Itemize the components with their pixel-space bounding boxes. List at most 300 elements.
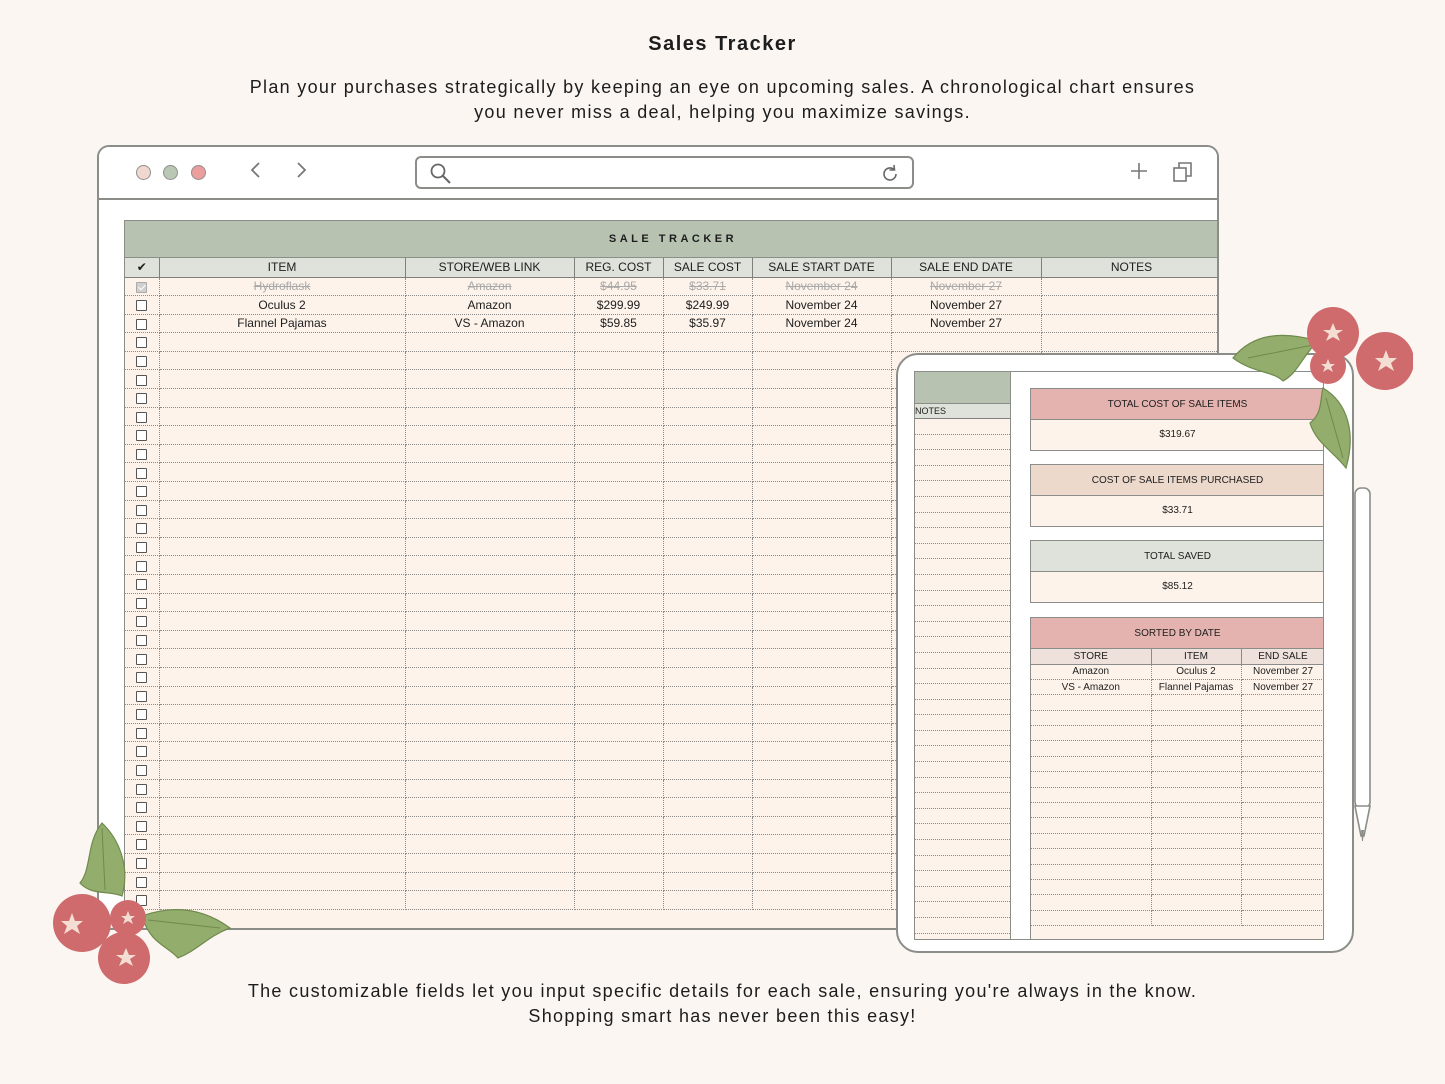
row-checkbox[interactable]	[136, 356, 147, 367]
sorted-row	[1031, 772, 1324, 787]
table-cell[interactable]	[752, 444, 891, 463]
table-cell[interactable]	[574, 612, 663, 631]
row-checkbox[interactable]	[136, 542, 147, 553]
sorted-cell	[1031, 910, 1151, 925]
table-cell[interactable]	[159, 779, 405, 798]
table-cell[interactable]: Oculus 2	[159, 296, 405, 315]
tablet-sheet-row	[915, 809, 1010, 825]
table-cell[interactable]	[752, 872, 891, 891]
row-checkbox-cell	[125, 537, 159, 556]
row-checkbox[interactable]	[136, 486, 147, 497]
table-cell[interactable]	[752, 593, 891, 612]
table-cell[interactable]	[159, 686, 405, 705]
table-cell[interactable]	[752, 500, 891, 519]
table-cell[interactable]	[663, 760, 752, 779]
table-cell[interactable]	[663, 370, 752, 389]
row-checkbox[interactable]	[136, 393, 147, 404]
table-cell[interactable]: VS - Amazon	[405, 314, 574, 333]
table-cell[interactable]	[574, 779, 663, 798]
row-checkbox[interactable]	[136, 337, 147, 348]
row-checkbox[interactable]	[136, 598, 147, 609]
table-cell[interactable]	[159, 463, 405, 482]
table-cell[interactable]	[405, 779, 574, 798]
table-cell[interactable]	[574, 426, 663, 445]
table-cell[interactable]	[159, 723, 405, 742]
table-cell[interactable]	[574, 891, 663, 910]
card-label: TOTAL SAVED	[1031, 541, 1324, 572]
table-cell[interactable]	[663, 407, 752, 426]
table-cell[interactable]	[405, 593, 574, 612]
table-cell[interactable]	[405, 426, 574, 445]
tablet-sheet-row	[915, 746, 1010, 762]
tabs-icon[interactable]	[1171, 159, 1195, 185]
tablet-sheet-row	[915, 840, 1010, 856]
sorted-cell	[1151, 803, 1241, 818]
table-cell[interactable]	[405, 835, 574, 854]
chevron-left-icon[interactable]	[246, 159, 266, 187]
sorted-row	[1031, 895, 1324, 910]
table-cell[interactable]	[663, 612, 752, 631]
table-cell[interactable]	[405, 798, 574, 817]
table-cell[interactable]	[663, 853, 752, 872]
table-cell[interactable]	[752, 556, 891, 575]
table-cell[interactable]	[405, 389, 574, 408]
table-cell[interactable]	[159, 649, 405, 668]
table-cell[interactable]	[663, 686, 752, 705]
table-cell[interactable]	[405, 686, 574, 705]
tablet-sheet-row	[915, 481, 1010, 497]
tablet-sheet-row	[915, 528, 1010, 544]
row-checkbox[interactable]	[136, 505, 147, 516]
col-header-item: ITEM	[159, 258, 405, 277]
table-cell[interactable]	[405, 444, 574, 463]
table-cell[interactable]: $249.99	[663, 296, 752, 315]
table-cell[interactable]	[663, 630, 752, 649]
table-cell[interactable]	[574, 351, 663, 370]
sorted-cell: November 27	[1241, 679, 1324, 694]
table-cell[interactable]	[405, 500, 574, 519]
table-cell[interactable]	[159, 500, 405, 519]
table-cell[interactable]	[405, 519, 574, 538]
table-cell[interactable]	[405, 537, 574, 556]
table-cell[interactable]	[752, 519, 891, 538]
tablet-sheet-header	[915, 372, 1010, 404]
row-checkbox-cell	[125, 444, 159, 463]
table-cell[interactable]	[752, 426, 891, 445]
table-cell[interactable]	[405, 705, 574, 724]
table-cell[interactable]	[663, 723, 752, 742]
table-cell[interactable]	[663, 444, 752, 463]
tablet-sheet-row	[915, 653, 1010, 669]
table-cell[interactable]	[405, 556, 574, 575]
table-cell[interactable]	[752, 816, 891, 835]
table-cell[interactable]	[574, 798, 663, 817]
table-cell[interactable]: November 24	[752, 314, 891, 333]
table-cell[interactable]	[405, 853, 574, 872]
sorted-cell	[1241, 910, 1324, 925]
table-cell[interactable]	[159, 556, 405, 575]
card-value[interactable]: $319.67	[1031, 420, 1324, 450]
footer-line-1: The customizable fields let you input specific details for each sale, ensuring you're always in the know.	[247, 981, 1198, 1001]
table-cell[interactable]	[405, 667, 574, 686]
row-checkbox[interactable]	[136, 430, 147, 441]
row-checkbox-cell	[125, 482, 159, 501]
table-cell[interactable]: November 27	[891, 296, 1041, 315]
row-checkbox-cell	[125, 463, 159, 482]
row-checkbox[interactable]	[136, 412, 147, 423]
row-checkbox-cell	[125, 277, 159, 296]
table-cell[interactable]	[159, 798, 405, 817]
row-checkbox[interactable]	[136, 635, 147, 646]
row-checkbox[interactable]	[136, 523, 147, 534]
table-cell[interactable]	[663, 575, 752, 594]
plus-icon[interactable]	[1128, 159, 1150, 183]
sorted-cell	[1151, 787, 1241, 802]
sorted-cell	[1151, 818, 1241, 833]
row-checkbox-cell	[125, 760, 159, 779]
card-value[interactable]: $85.12	[1031, 572, 1324, 602]
table-cell[interactable]: $299.99	[574, 296, 663, 315]
table-cell[interactable]	[405, 407, 574, 426]
table-cell[interactable]	[405, 760, 574, 779]
table-cell[interactable]	[159, 444, 405, 463]
page-subtitle	[200, 75, 1245, 125]
table-cell[interactable]	[574, 463, 663, 482]
table-cell[interactable]: $35.97	[663, 314, 752, 333]
row-checkbox-cell	[125, 389, 159, 408]
table-cell[interactable]	[574, 723, 663, 742]
table-cell[interactable]	[574, 389, 663, 408]
sorted-cell	[1241, 803, 1324, 818]
table-cell[interactable]	[663, 463, 752, 482]
table-cell[interactable]	[752, 760, 891, 779]
table-cell[interactable]	[405, 463, 574, 482]
window-close-dot[interactable]	[136, 165, 151, 180]
table-cell[interactable]	[663, 705, 752, 724]
table-cell[interactable]	[574, 853, 663, 872]
table-cell[interactable]	[663, 426, 752, 445]
row-checkbox[interactable]	[136, 579, 147, 590]
subtitle-line-1: Plan your purchases strategically by keeping an eye on upcoming sales. A chronological chart ensures	[249, 77, 1196, 97]
window-minimize-dot[interactable]	[163, 165, 178, 180]
row-checkbox[interactable]	[136, 802, 147, 813]
sorted-cell	[1031, 772, 1151, 787]
table-cell[interactable]	[752, 649, 891, 668]
row-checkbox-cell	[125, 723, 159, 742]
table-cell[interactable]: $59.85	[574, 314, 663, 333]
sorted-row	[1031, 803, 1324, 818]
table-cell[interactable]	[405, 482, 574, 501]
table-cell[interactable]	[752, 723, 891, 742]
row-checkbox[interactable]	[136, 468, 147, 479]
tablet-sheet-row	[915, 824, 1010, 840]
sorted-cell	[1151, 895, 1241, 910]
table-cell[interactable]	[574, 575, 663, 594]
table-cell[interactable]	[752, 351, 891, 370]
sorted-cell	[1151, 879, 1241, 894]
table-cell[interactable]	[159, 519, 405, 538]
table-cell[interactable]	[159, 705, 405, 724]
table-cell[interactable]	[159, 370, 405, 389]
row-checkbox-cell	[125, 779, 159, 798]
row-checkbox-cell	[125, 556, 159, 575]
sorted-cell	[1151, 849, 1241, 864]
address-bar[interactable]	[415, 156, 914, 189]
row-checkbox[interactable]	[136, 282, 147, 293]
chevron-right-icon[interactable]	[291, 159, 311, 187]
row-checkbox-cell	[125, 296, 159, 315]
table-cell[interactable]	[752, 798, 891, 817]
table-cell[interactable]	[405, 333, 574, 352]
table-cell[interactable]	[159, 593, 405, 612]
row-checkbox[interactable]	[136, 616, 147, 627]
table-cell[interactable]: November 27	[891, 277, 1041, 296]
sorted-row	[1031, 710, 1324, 725]
row-checkbox-cell	[125, 798, 159, 817]
table-cell[interactable]	[574, 760, 663, 779]
table-cell[interactable]	[405, 370, 574, 389]
table-cell[interactable]	[752, 575, 891, 594]
row-checkbox[interactable]	[136, 709, 147, 720]
table-cell[interactable]	[405, 575, 574, 594]
window-maximize-dot[interactable]	[191, 165, 206, 180]
sorted-grid	[1031, 649, 1324, 926]
table-cell[interactable]	[663, 500, 752, 519]
table-cell[interactable]: November 27	[891, 314, 1041, 333]
row-checkbox[interactable]	[136, 691, 147, 702]
table-cell[interactable]	[405, 891, 574, 910]
row-checkbox-cell	[125, 333, 159, 352]
table-cell[interactable]	[1041, 314, 1219, 333]
col-header-reg-cost: REG. COST	[574, 258, 663, 277]
table-cell[interactable]	[159, 742, 405, 761]
table-cell[interactable]	[405, 872, 574, 891]
tablet-sheet-row	[915, 513, 1010, 529]
table-cell[interactable]	[752, 463, 891, 482]
card-value[interactable]: $33.71	[1031, 496, 1324, 526]
table-cell[interactable]	[663, 835, 752, 854]
table-cell[interactable]	[752, 630, 891, 649]
table-cell[interactable]: November 24	[752, 277, 891, 296]
table-cell[interactable]	[574, 742, 663, 761]
table-cell[interactable]	[663, 891, 752, 910]
table-cell[interactable]	[752, 779, 891, 798]
tablet-sheet-row	[915, 684, 1010, 700]
table-cell[interactable]: Flannel Pajamas	[159, 314, 405, 333]
sheet-title: SALE TRACKER	[125, 221, 1219, 258]
table-cell[interactable]	[663, 649, 752, 668]
sorted-header-row	[1031, 649, 1324, 664]
table-cell[interactable]	[159, 389, 405, 408]
table-cell[interactable]	[1041, 333, 1219, 352]
table-cell[interactable]	[752, 891, 891, 910]
table-cell[interactable]	[574, 537, 663, 556]
row-checkbox[interactable]	[136, 319, 147, 330]
sorted-cell	[1031, 818, 1151, 833]
reload-icon[interactable]	[879, 163, 901, 185]
table-cell[interactable]	[663, 333, 752, 352]
row-checkbox-cell	[125, 593, 159, 612]
tablet-notes-column: NOTES	[915, 404, 1010, 419]
table-cell[interactable]	[405, 630, 574, 649]
summary-card-purchased	[1030, 464, 1324, 527]
table-cell[interactable]: Amazon	[405, 296, 574, 315]
table-cell[interactable]	[159, 612, 405, 631]
sorted-cell	[1031, 741, 1151, 756]
table-cell[interactable]	[752, 853, 891, 872]
table-cell[interactable]	[159, 667, 405, 686]
sorted-row	[1031, 741, 1324, 756]
table-cell[interactable]	[574, 872, 663, 891]
table-cell[interactable]	[159, 407, 405, 426]
table-cell[interactable]	[752, 667, 891, 686]
table-cell[interactable]	[159, 482, 405, 501]
sorted-cell	[1031, 864, 1151, 879]
table-cell[interactable]: Hydroflask	[159, 277, 405, 296]
table-cell[interactable]	[663, 556, 752, 575]
tablet-sheet-row	[915, 793, 1010, 809]
table-cell[interactable]	[574, 667, 663, 686]
table-cell[interactable]	[574, 444, 663, 463]
row-checkbox[interactable]	[136, 728, 147, 739]
table-cell[interactable]	[574, 835, 663, 854]
tablet-sheet-row	[915, 637, 1010, 653]
sorted-cell: November 27	[1241, 664, 1324, 679]
table-cell[interactable]	[663, 779, 752, 798]
sorted-cell	[1031, 803, 1151, 818]
sorted-cell	[1031, 695, 1151, 710]
table-cell[interactable]	[1041, 296, 1219, 315]
table-cell[interactable]	[405, 649, 574, 668]
row-checkbox[interactable]	[136, 654, 147, 665]
tablet-sheet-preview	[915, 372, 1011, 940]
table-cell[interactable]	[574, 407, 663, 426]
sorted-cell	[1241, 833, 1324, 848]
table-cell[interactable]	[159, 537, 405, 556]
table-cell[interactable]	[752, 742, 891, 761]
row-checkbox-cell	[125, 742, 159, 761]
table-cell[interactable]	[663, 389, 752, 408]
table-cell[interactable]	[752, 370, 891, 389]
row-checkbox[interactable]	[136, 375, 147, 386]
table-cell[interactable]	[663, 537, 752, 556]
table-cell[interactable]	[405, 742, 574, 761]
holly-decoration-top-right	[1228, 303, 1413, 473]
sorted-cell	[1241, 849, 1324, 864]
table-cell[interactable]: $44.95	[574, 277, 663, 296]
table-cell[interactable]	[574, 630, 663, 649]
table-cell[interactable]: Amazon	[405, 277, 574, 296]
table-cell[interactable]	[891, 333, 1041, 352]
subtitle-line-2: you never miss a deal, helping you maximize savings.	[474, 102, 971, 122]
sorted-cell	[1151, 772, 1241, 787]
row-checkbox-cell	[125, 314, 159, 333]
sorted-cell	[1241, 879, 1324, 894]
tablet-sheet-row	[915, 887, 1010, 903]
table-cell[interactable]: November 24	[752, 296, 891, 315]
table-cell[interactable]	[574, 556, 663, 575]
table-cell[interactable]	[752, 686, 891, 705]
table-cell[interactable]	[752, 407, 891, 426]
sorted-row	[1031, 726, 1324, 741]
table-cell[interactable]	[574, 333, 663, 352]
table-cell[interactable]	[574, 519, 663, 538]
tablet-sheet-row	[915, 435, 1010, 451]
row-checkbox[interactable]	[136, 746, 147, 757]
table-cell[interactable]	[159, 351, 405, 370]
table-cell[interactable]	[663, 742, 752, 761]
table-cell[interactable]	[663, 667, 752, 686]
table-cell[interactable]	[752, 537, 891, 556]
table-cell[interactable]	[752, 705, 891, 724]
row-checkbox-cell	[125, 667, 159, 686]
table-cell[interactable]	[574, 482, 663, 501]
table-cell[interactable]	[405, 351, 574, 370]
table-cell[interactable]	[405, 723, 574, 742]
table-cell[interactable]	[663, 798, 752, 817]
table-header-row	[125, 258, 1219, 277]
table-cell[interactable]	[1041, 277, 1219, 296]
table-cell[interactable]	[752, 389, 891, 408]
table-cell[interactable]	[663, 351, 752, 370]
tablet-sheet-row	[915, 902, 1010, 918]
row-checkbox[interactable]	[136, 300, 147, 311]
row-checkbox[interactable]	[136, 561, 147, 572]
table-cell[interactable]	[159, 426, 405, 445]
row-checkbox-cell	[125, 351, 159, 370]
row-checkbox-cell	[125, 630, 159, 649]
row-checkbox[interactable]	[136, 784, 147, 795]
sorted-row	[1031, 910, 1324, 925]
table-cell[interactable]	[574, 705, 663, 724]
row-checkbox[interactable]	[136, 672, 147, 683]
table-cell[interactable]: $33.71	[663, 277, 752, 296]
browser-toolbar	[99, 147, 1217, 200]
tablet-sheet-row	[915, 622, 1010, 638]
table-cell[interactable]	[752, 612, 891, 631]
table-cell[interactable]	[159, 575, 405, 594]
table-cell[interactable]	[574, 370, 663, 389]
table-cell[interactable]	[574, 500, 663, 519]
table-cell[interactable]	[752, 482, 891, 501]
table-cell[interactable]	[663, 519, 752, 538]
table-cell[interactable]	[159, 630, 405, 649]
tablet-sheet-row	[915, 856, 1010, 872]
sorted-cell	[1031, 849, 1151, 864]
sorted-row	[1031, 864, 1324, 879]
sorted-cell	[1151, 756, 1241, 771]
table-cell[interactable]	[752, 835, 891, 854]
table-cell[interactable]	[663, 816, 752, 835]
table-cell[interactable]	[574, 649, 663, 668]
table-cell[interactable]	[405, 612, 574, 631]
table-cell[interactable]	[574, 816, 663, 835]
table-cell[interactable]	[574, 686, 663, 705]
row-checkbox-cell	[125, 575, 159, 594]
table-cell[interactable]	[159, 760, 405, 779]
sorted-cell: Flannel Pajamas	[1151, 679, 1241, 694]
table-cell[interactable]	[159, 333, 405, 352]
table-cell[interactable]	[663, 482, 752, 501]
table-cell[interactable]	[663, 872, 752, 891]
table-cell[interactable]	[663, 593, 752, 612]
row-checkbox[interactable]	[136, 449, 147, 460]
table-cell[interactable]	[574, 593, 663, 612]
card-label: TOTAL COST OF SALE ITEMS	[1031, 389, 1324, 420]
row-checkbox[interactable]	[136, 765, 147, 776]
table-cell[interactable]	[405, 816, 574, 835]
table-cell[interactable]	[752, 333, 891, 352]
